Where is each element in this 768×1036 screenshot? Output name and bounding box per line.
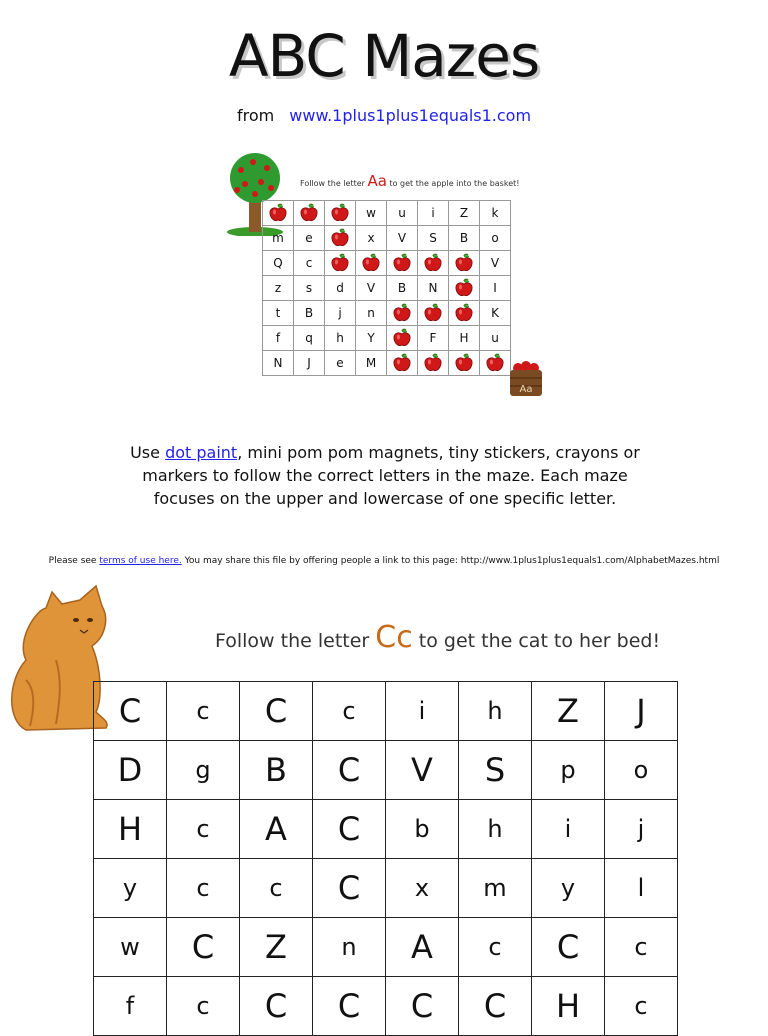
maze-cell[interactable]: C xyxy=(459,977,532,1036)
example-maze-cell[interactable]: h xyxy=(325,326,356,351)
example-maze-cell[interactable]: w xyxy=(356,201,387,226)
example-maze-cell[interactable]: Z xyxy=(449,201,480,226)
maze-row xyxy=(94,741,678,800)
maze-cell[interactable]: p xyxy=(532,741,605,800)
maze-cell[interactable]: C xyxy=(313,800,386,859)
maze-cell[interactable]: C xyxy=(313,977,386,1036)
example-maze-cell[interactable]: M xyxy=(356,351,387,376)
apple-icon[interactable] xyxy=(418,301,449,326)
example-maze-cell[interactable]: I xyxy=(480,276,511,301)
maze-cell[interactable]: C xyxy=(94,682,167,741)
apple-icon[interactable] xyxy=(387,326,418,351)
example-maze-cell[interactable]: j xyxy=(325,301,356,326)
example-maze-cell[interactable]: V xyxy=(356,276,387,301)
maze-cell[interactable]: m xyxy=(459,859,532,918)
description: Use dot paint, mini pom pom magnets, tiny stickers, crayons or markers to follow the correct letters in the maze. Each maze focuses on the upper and lowercase of one specific letter. xyxy=(130,443,640,508)
maze-cell[interactable]: C xyxy=(313,741,386,800)
maze-row xyxy=(94,859,678,918)
page-title: ABC Mazes xyxy=(228,22,540,90)
apple-icon[interactable] xyxy=(325,201,356,226)
example-maze-grid xyxy=(262,200,511,376)
maze-cell[interactable]: g xyxy=(167,741,240,800)
example-maze-row xyxy=(263,226,511,251)
maze-cell[interactable]: c xyxy=(167,682,240,741)
maze-cell[interactable]: C xyxy=(240,682,313,741)
apple-icon[interactable] xyxy=(449,251,480,276)
maze-cell[interactable]: A xyxy=(386,918,459,977)
example-instruction: Follow the letter Aa to get the apple into the basket! xyxy=(300,172,520,190)
maze-cell[interactable]: A xyxy=(240,800,313,859)
example-maze-cell[interactable]: o xyxy=(480,226,511,251)
example-maze-cell[interactable]: V xyxy=(387,226,418,251)
maze-cell[interactable]: H xyxy=(532,977,605,1036)
apple-icon[interactable] xyxy=(356,251,387,276)
example-letter: Aa xyxy=(367,172,387,190)
apple-icon[interactable] xyxy=(418,251,449,276)
apple-basket-icon xyxy=(506,358,546,398)
example-maze-cell[interactable]: c xyxy=(294,251,325,276)
site-link[interactable]: www.1plus1plus1equals1.com xyxy=(289,106,532,125)
maze-cell[interactable]: C xyxy=(386,977,459,1036)
apple-icon[interactable] xyxy=(449,276,480,301)
example-maze-row xyxy=(263,251,511,276)
maze-cell[interactable]: c xyxy=(240,859,313,918)
maze-cell[interactable]: y xyxy=(94,859,167,918)
apple-icon[interactable] xyxy=(387,251,418,276)
example-maze-row xyxy=(263,326,511,351)
example-maze-row xyxy=(263,276,511,301)
maze-cell[interactable]: f xyxy=(94,977,167,1036)
apple-icon[interactable] xyxy=(449,301,480,326)
maze-cell[interactable]: c xyxy=(605,977,678,1036)
maze-cell[interactable]: c xyxy=(459,918,532,977)
from-line xyxy=(0,106,768,125)
maze-cell[interactable]: w xyxy=(94,918,167,977)
maze-cell[interactable]: o xyxy=(605,741,678,800)
maze-grid xyxy=(93,681,678,1036)
maze-cell[interactable]: c xyxy=(313,682,386,741)
apple-icon[interactable] xyxy=(325,251,356,276)
example-maze-cell[interactable]: B xyxy=(449,226,480,251)
maze-cell[interactable]: B xyxy=(240,741,313,800)
apple-icon[interactable] xyxy=(387,301,418,326)
basket-label: Aa xyxy=(519,384,533,395)
maze-cell[interactable]: c xyxy=(167,800,240,859)
example-maze-cell[interactable]: s xyxy=(294,276,325,301)
maze-cell[interactable]: h xyxy=(459,800,532,859)
apple-icon[interactable] xyxy=(294,201,325,226)
maze-cell[interactable]: Z xyxy=(532,682,605,741)
example-maze-cell[interactable]: e xyxy=(294,226,325,251)
example-maze-cell[interactable]: J xyxy=(294,351,325,376)
apple-icon[interactable] xyxy=(449,351,480,376)
maze-cell[interactable]: S xyxy=(459,741,532,800)
example-maze-cell[interactable]: K xyxy=(480,301,511,326)
example-maze-cell[interactable]: t xyxy=(263,301,294,326)
terms-link[interactable]: terms of use here. xyxy=(99,556,182,566)
maze-cell[interactable]: V xyxy=(386,741,459,800)
terms-line: Please see terms of use here. You may share this file by offering people a link to this page: http://www.1plus1plus1equals1.com/AlphabetMazes.html xyxy=(48,556,720,566)
maze-row xyxy=(94,918,678,977)
maze-cell[interactable]: n xyxy=(313,918,386,977)
maze-instruction: Follow the letter Cc to get the cat to her bed! xyxy=(215,620,661,655)
example-maze-cell[interactable]: u xyxy=(480,326,511,351)
example-maze-cell[interactable]: Y xyxy=(356,326,387,351)
maze-cell[interactable]: D xyxy=(94,741,167,800)
maze-cell[interactable]: c xyxy=(605,918,678,977)
example-maze-cell[interactable]: n xyxy=(356,301,387,326)
apple-icon[interactable] xyxy=(263,201,294,226)
maze-cell[interactable]: C xyxy=(313,859,386,918)
maze-cell[interactable]: C xyxy=(240,977,313,1036)
example-maze-cell[interactable]: N xyxy=(418,276,449,301)
example-maze-cell[interactable]: B xyxy=(294,301,325,326)
example-maze-cell[interactable]: F xyxy=(418,326,449,351)
maze-cell[interactable]: i xyxy=(386,682,459,741)
dot-paint-link[interactable]: dot paint xyxy=(165,443,238,462)
maze-cell[interactable]: c xyxy=(167,859,240,918)
maze-cell[interactable]: l xyxy=(605,859,678,918)
example-maze-cell[interactable]: H xyxy=(449,326,480,351)
example-maze-cell[interactable]: N xyxy=(263,351,294,376)
maze-cell[interactable]: i xyxy=(532,800,605,859)
maze-cell[interactable]: b xyxy=(386,800,459,859)
maze-cell[interactable]: x xyxy=(386,859,459,918)
example-maze-cell[interactable]: m xyxy=(263,226,294,251)
example-maze-cell[interactable]: z xyxy=(263,276,294,301)
example-maze-cell[interactable]: S xyxy=(418,226,449,251)
example-maze-cell[interactable]: V xyxy=(480,251,511,276)
example-maze-cell[interactable]: k xyxy=(480,201,511,226)
maze-letter: Cc xyxy=(375,620,413,655)
example-maze-cell[interactable]: B xyxy=(387,276,418,301)
maze-cell[interactable]: y xyxy=(532,859,605,918)
example-maze-cell[interactable]: e xyxy=(325,351,356,376)
apple-icon[interactable] xyxy=(387,351,418,376)
maze-row xyxy=(94,800,678,859)
example-maze-row xyxy=(263,301,511,326)
example-maze-cell[interactable]: i xyxy=(418,201,449,226)
maze-cell[interactable]: j xyxy=(605,800,678,859)
example-maze-cell[interactable]: d xyxy=(325,276,356,301)
maze-cell[interactable]: Z xyxy=(240,918,313,977)
example-maze-cell[interactable]: u xyxy=(387,201,418,226)
maze-cell[interactable]: c xyxy=(167,977,240,1036)
from-label: from xyxy=(236,106,275,125)
maze-cell[interactable]: H xyxy=(94,800,167,859)
maze-row xyxy=(94,977,678,1036)
example-maze-row xyxy=(263,201,511,226)
maze-cell[interactable]: h xyxy=(459,682,532,741)
maze-cell[interactable]: C xyxy=(532,918,605,977)
maze-cell[interactable]: J xyxy=(605,682,678,741)
example-maze-row xyxy=(263,351,511,376)
example-maze-cell[interactable]: x xyxy=(356,226,387,251)
apple-icon[interactable] xyxy=(418,351,449,376)
apple-icon[interactable] xyxy=(325,226,356,251)
example-maze-cell[interactable]: f xyxy=(263,326,294,351)
maze-row xyxy=(94,682,678,741)
maze-cell[interactable]: C xyxy=(167,918,240,977)
example-maze-cell[interactable]: Q xyxy=(263,251,294,276)
example-maze-cell[interactable]: q xyxy=(294,326,325,351)
